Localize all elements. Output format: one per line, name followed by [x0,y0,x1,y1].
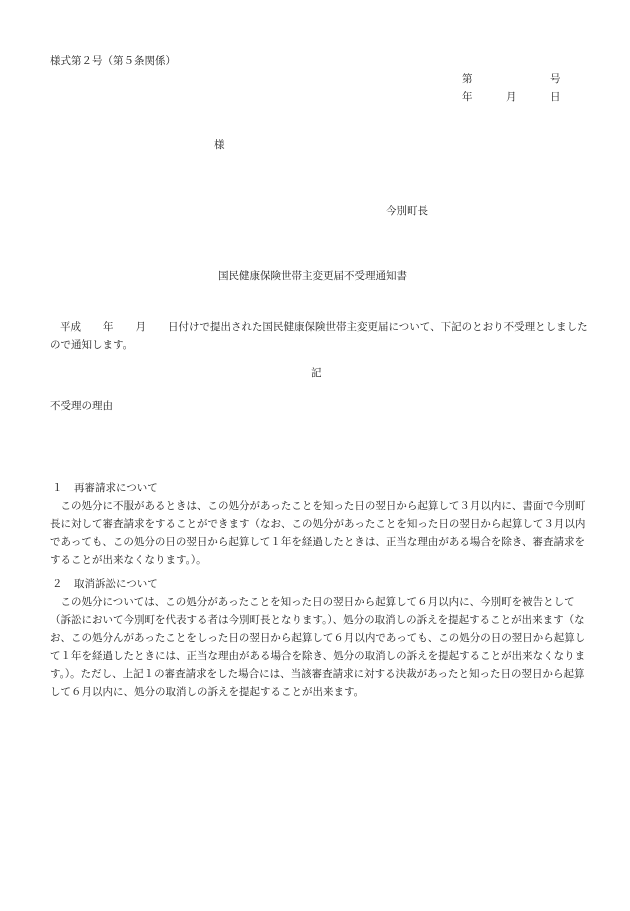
header-date-month: 月 [506,91,517,103]
intro-paragraph [50,318,588,354]
header-number-prefix: 第 [462,73,473,85]
reason-label: 不受理の理由 [50,400,113,412]
form-number: 様式第２号（第５条関係） [50,55,176,67]
issuer-name: 今別町長 [386,205,428,217]
section-1-title: 再審請求について [74,482,158,494]
section-2-number: ２ [52,578,63,590]
section-1-number: １ [52,482,63,494]
section-2-title: 取消訴訟について [74,578,158,590]
intro-era: 平成 [60,321,81,333]
intro-text: 日付けで提出された国民健康保険世帯主変更届について、下記のとおり不受理としましたので通知します。 [50,321,588,351]
section-2-heading [50,575,588,593]
section-2-body: この処分については、この処分があったことを知った日の翌日から起算して６月以内に、今別町を被告として（訴訟において今別町を代表する者は今別町長となります。）、処分の取消しの訴えを提起することが出来ます（なお、この処分んがあったことをしった日の翌日から起算して６月以内であっても、この処分の日の翌日から起算して１年を経過したときには、正当な理由がある場合を除き、処分の取消しの訴えを提起することが出来なくなります。）。ただし、上記１の審査請求をした場合には、当該審査請求に対する決裁があったと知った日の翌日から起算して６月以内に、処分の取消しの訴えを提起することが出来ます。 [50,596,586,698]
section-1 [50,479,588,569]
header-number-suffix: 号 [550,73,561,85]
section-1-heading [50,479,588,497]
intro-month: 月 [135,321,146,333]
header-date-day: 日 [550,91,561,103]
intro-year: 年 [103,321,114,333]
document-title: 国民健康保険世帯主変更届不受理通知書 [218,270,407,282]
header-date-year: 年 [462,91,473,103]
section-2 [50,575,588,701]
section-1-body: この処分に不服があるときは、この処分があったことを知った日の翌日から起算して３月以内に、書面で今別町長に対して審査請求をすることができます（なお、この処分があったことを知った日の翌日から起算して３月以内であっても、この処分の日の翌日から起算して１年を経過したときは、正当な理由がある場合を除き、審査請求をすることが出来なくなります。）。 [50,500,586,566]
addressee-suffix: 様 [214,139,225,151]
ki-heading: 記 [311,367,322,379]
